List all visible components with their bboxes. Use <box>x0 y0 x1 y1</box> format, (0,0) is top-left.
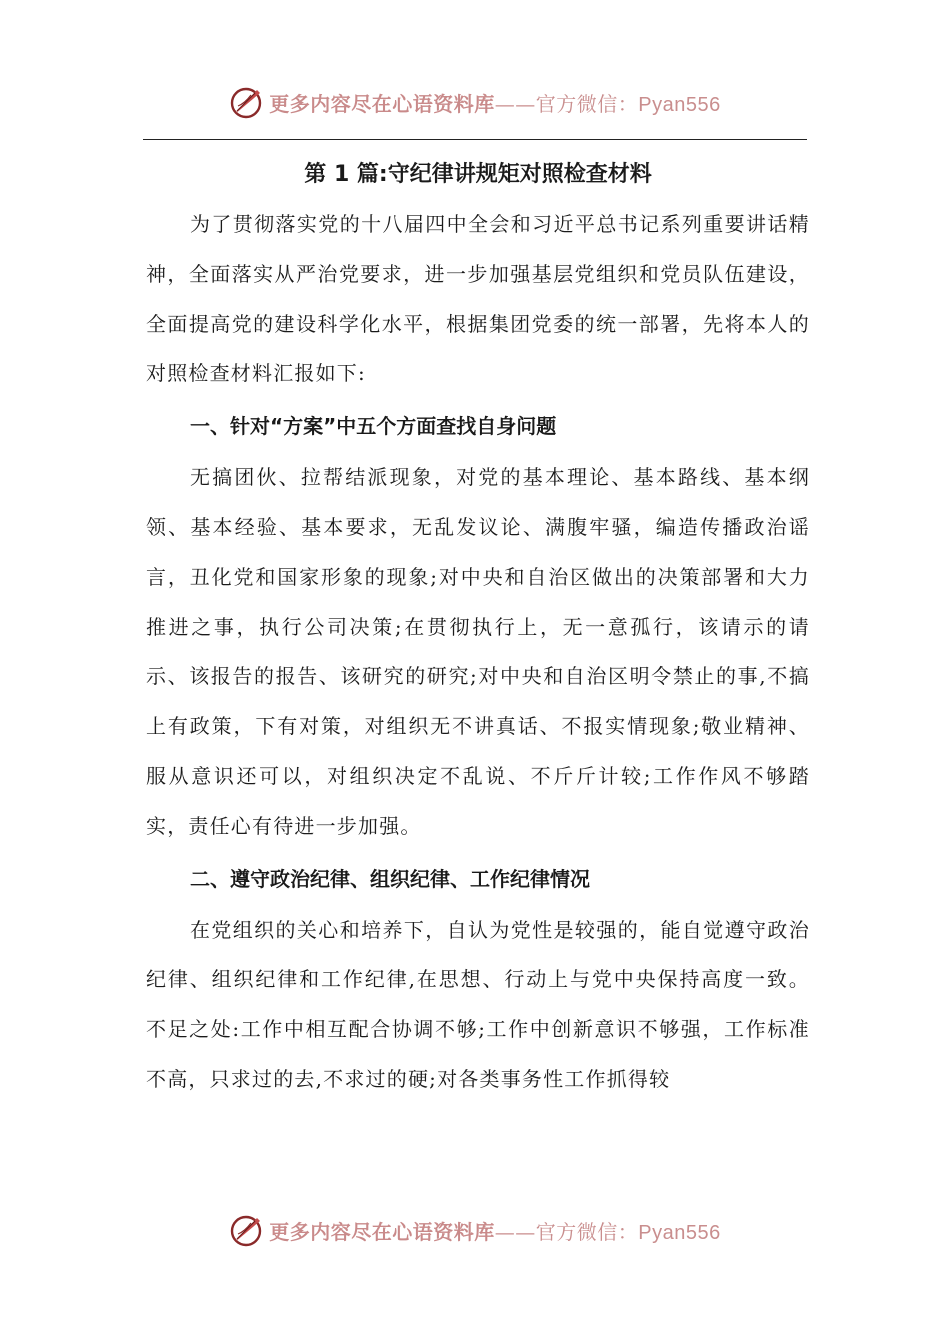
header-banner <box>0 82 950 122</box>
section-2-heading: 二、遵守政治纪律、组织纪律、工作纪律情况 <box>190 866 590 891</box>
document-body <box>146 150 810 1105</box>
quill-logo-icon <box>229 84 265 120</box>
intro-paragraph: 为了贯彻落实党的十八届四中全会和习近平总书记系列重要讲话精神，全面落实从严治党要求，进一步加强基层党组织和党员队伍建设，全面提高党的建设科学化水平，根据集团党委的统一部署，先将本人的对照检查材料汇报如下: <box>146 212 810 386</box>
document-title: 第 1 篇:守纪律讲规矩对照检查材料 <box>304 162 652 187</box>
quill-logo-icon <box>229 1212 265 1248</box>
banner-brand: 更多内容尽在心语资料库 <box>269 91 495 116</box>
banner-text <box>269 88 720 117</box>
banner-wechat-label: 官方微信： <box>535 91 639 116</box>
footer-banner <box>0 1210 950 1250</box>
section-1-heading: 一、针对“方案”中五个方面查找自身问题 <box>190 414 557 439</box>
banner-text <box>269 1216 720 1245</box>
section-2-paragraph: 在党组织的关心和培养下，自认为党性是较强的，能自觉遵守政治纪律、组织纪律和工作纪律,在思想、行动上与党中央保持高度一致。不足之处:工作中相互配合协调不够;工作中创新意识不够强，工作标准不高，只求过的去,不求过的硬;对各类事务性工作抓得较 <box>146 917 810 1091</box>
banner-wechat-label: 官方微信： <box>535 1219 639 1244</box>
banner-dash: —— <box>494 91 536 116</box>
banner-brand: 更多内容尽在心语资料库 <box>269 1219 495 1244</box>
banner-dash: —— <box>494 1219 536 1244</box>
banner-account: Pyan556 <box>638 1221 721 1244</box>
banner-account: Pyan556 <box>638 93 721 116</box>
section-1-paragraph: 无搞团伙、拉帮结派现象，对党的基本理论、基本路线、基本纲领、基本经验、基本要求，无乱发议论、满腹牢骚，编造传播政治谣言，丑化党和国家形象的现象;对中央和自治区做出的决策部署和大力推进之事，执行公司决策;在贯彻执行上，无一意孤行，该请示的请示、该报告的报告、该研究的研究;对中央和自治区明令禁止的事,不搞上有政策，下有对策，对组织无不讲真话、不报实情现象;敬业精神、服从意识还可以，对组织决定不乱说、不斤斤计较;工作作风不够踏实，责任心有待进一步加强。 <box>146 465 810 838</box>
header-rule <box>143 139 807 140</box>
